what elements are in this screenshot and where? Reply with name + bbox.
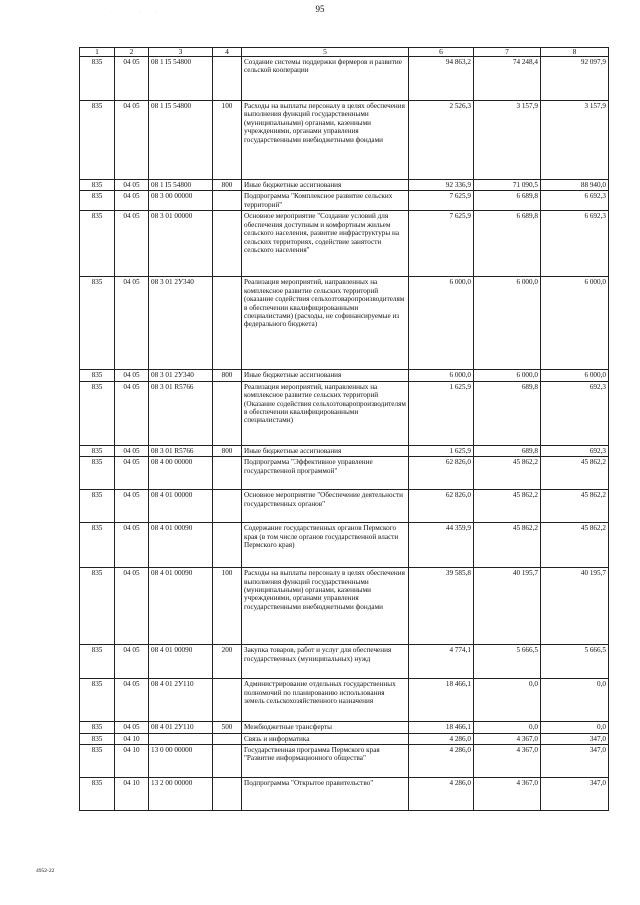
value-2023-cell: 6 689,8 [474, 211, 541, 277]
table-row [80, 191, 609, 211]
target-article-cell: 08 4 01 00090 [149, 645, 213, 679]
table-row [80, 57, 609, 101]
section-cell: 04 05 [115, 490, 149, 523]
description-cell: Расходы на выплаты персоналу в целях обеспечения выполнения функций государственными (муниципальными) органами, казенными учреждениями, органами управления государственными внебюджетными фондами [242, 568, 409, 645]
value-2024-cell: 6 692,3 [541, 191, 609, 211]
description-cell: Подпрограмма "Комплексное развитие сельских территорий" [242, 191, 409, 211]
expense-type-cell [213, 211, 242, 277]
target-article-cell: 08 4 00 00000 [149, 457, 213, 490]
expense-type-cell: 100 [213, 568, 242, 645]
value-2022-cell: 4 286,0 [409, 733, 474, 744]
value-2023-cell: 71 090,5 [474, 180, 541, 191]
admin-code-cell: 835 [80, 370, 115, 381]
table-row [80, 370, 609, 381]
admin-code-cell: 835 [80, 568, 115, 645]
admin-code-cell: 835 [80, 191, 115, 211]
section-cell: 04 05 [115, 645, 149, 679]
value-2022-cell: 4 286,0 [409, 745, 474, 778]
expense-type-cell [213, 745, 242, 778]
section-cell: 04 05 [115, 381, 149, 445]
target-article-cell: 08 4 01 2У110 [149, 679, 213, 722]
value-2023-cell: 0,0 [474, 722, 541, 733]
expense-type-cell: 200 [213, 645, 242, 679]
header-cell: 6 [409, 48, 474, 57]
description-cell: Основное мероприятие "Создание условий для обеспечения доступным и комфортным жильем сельского населения, развитие инфраструктуры на сельских территориях, содействие занятости сельского населения" [242, 211, 409, 277]
header-cell: 3 [149, 48, 213, 57]
footer-code: 4952-22 [36, 868, 55, 874]
target-article-cell: 08 4 01 2У110 [149, 722, 213, 733]
value-2022-cell: 92 336,9 [409, 180, 474, 191]
budget-table [79, 47, 609, 811]
expense-type-cell [213, 277, 242, 370]
target-article-cell: 08 3 00 00000 [149, 191, 213, 211]
value-2024-cell: 6 000,0 [541, 277, 609, 370]
table-row [80, 778, 609, 811]
section-cell: 04 05 [115, 180, 149, 191]
section-cell: 04 05 [115, 722, 149, 733]
section-cell: 04 05 [115, 523, 149, 568]
description-cell: Иные бюджетные ассигнования [242, 180, 409, 191]
value-2024-cell: 0,0 [541, 722, 609, 733]
section-cell: 04 10 [115, 778, 149, 811]
table-row [80, 101, 609, 180]
admin-code-cell: 835 [80, 57, 115, 101]
target-article-cell: 08 4 01 00090 [149, 568, 213, 645]
table-row [80, 745, 609, 778]
description-cell: Администрирование отдельных государственных полномочий по планированию использования земель сельскохозяйственного назначения [242, 679, 409, 722]
admin-code-cell: 835 [80, 101, 115, 180]
scan-specks: · · · · [110, 10, 163, 15]
value-2022-cell: 44 359,9 [409, 523, 474, 568]
section-cell: 04 05 [115, 191, 149, 211]
value-2024-cell: 40 195,7 [541, 568, 609, 645]
expense-type-cell: 800 [213, 445, 242, 456]
admin-code-cell: 835 [80, 645, 115, 679]
header-cell: 5 [242, 48, 409, 57]
header-cell: 1 [80, 48, 115, 57]
value-2022-cell: 4 774,1 [409, 645, 474, 679]
section-cell: 04 05 [115, 370, 149, 381]
header-row [80, 48, 609, 57]
value-2022-cell: 1 625,9 [409, 445, 474, 456]
expense-type-cell [213, 778, 242, 811]
value-2023-cell: 4 367,0 [474, 778, 541, 811]
expense-type-cell [213, 191, 242, 211]
header-cell: 4 [213, 48, 242, 57]
header-cell: 2 [115, 48, 149, 57]
description-cell: Подпрограмма "Открытое правительство" [242, 778, 409, 811]
description-cell: Основное мероприятие "Обеспечение деятельности государственных органов" [242, 490, 409, 523]
expense-type-cell [213, 457, 242, 490]
value-2022-cell: 6 000,0 [409, 277, 474, 370]
value-2022-cell: 7 625,9 [409, 191, 474, 211]
table-row [80, 568, 609, 645]
section-cell: 04 05 [115, 211, 149, 277]
target-article-cell: 08 3 01 2У340 [149, 370, 213, 381]
value-2024-cell: 347,0 [541, 778, 609, 811]
target-article-cell: 08 3 01 R5766 [149, 445, 213, 456]
admin-code-cell: 835 [80, 180, 115, 191]
section-cell: 04 05 [115, 568, 149, 645]
expense-type-cell [213, 679, 242, 722]
expense-type-cell: 800 [213, 370, 242, 381]
expense-type-cell: 500 [213, 722, 242, 733]
value-2024-cell: 347,0 [541, 745, 609, 778]
admin-code-cell: 835 [80, 733, 115, 744]
target-article-cell: 08 4 01 00000 [149, 490, 213, 523]
value-2024-cell: 692,3 [541, 381, 609, 445]
value-2022-cell: 7 625,9 [409, 211, 474, 277]
value-2024-cell: 0,0 [541, 679, 609, 722]
table-row [80, 457, 609, 490]
target-article-cell: 08 3 01 00000 [149, 211, 213, 277]
value-2022-cell: 18 466,1 [409, 679, 474, 722]
value-2023-cell: 6 000,0 [474, 370, 541, 381]
expense-type-cell [213, 381, 242, 445]
value-2022-cell: 2 526,3 [409, 101, 474, 180]
admin-code-cell: 835 [80, 445, 115, 456]
target-article-cell: 08 1 I5 54800 [149, 57, 213, 101]
admin-code-cell: 835 [80, 745, 115, 778]
description-cell: Содержание государственных органов Пермского края (в том числе органов государственной власти Пермского края) [242, 523, 409, 568]
table-row [80, 490, 609, 523]
value-2024-cell: 88 940,0 [541, 180, 609, 191]
target-article-cell: 08 4 01 00090 [149, 523, 213, 568]
value-2024-cell: 45 862,2 [541, 457, 609, 490]
value-2023-cell: 4 367,0 [474, 733, 541, 744]
admin-code-cell: 835 [80, 778, 115, 811]
value-2022-cell: 62 826,0 [409, 457, 474, 490]
description-cell: Создание системы поддержки фермеров и развитие сельской кооперации [242, 57, 409, 101]
description-cell: Подпрограмма "Эффективное управление государственной программой" [242, 457, 409, 490]
value-2024-cell: 5 666,5 [541, 645, 609, 679]
value-2023-cell: 0,0 [474, 679, 541, 722]
value-2024-cell: 92 097,9 [541, 57, 609, 101]
description-cell: Связь и информатика [242, 733, 409, 744]
value-2022-cell: 1 625,9 [409, 381, 474, 445]
value-2022-cell: 18 466,1 [409, 722, 474, 733]
value-2023-cell: 6 000,0 [474, 277, 541, 370]
expense-type-cell [213, 523, 242, 568]
expense-type-cell: 100 [213, 101, 242, 180]
section-cell: 04 10 [115, 745, 149, 778]
description-cell: Расходы на выплаты персоналу в целях обеспечения выполнения функций государственными (муниципальными) органами, казенными учреждениями, органами управления государственными внебюджетными фондами [242, 101, 409, 180]
target-article-cell: 08 1 I5 54800 [149, 180, 213, 191]
target-article-cell: 08 3 01 2У340 [149, 277, 213, 370]
table-row [80, 679, 609, 722]
target-article-cell: 08 3 01 R5766 [149, 381, 213, 445]
value-2024-cell: 45 862,2 [541, 523, 609, 568]
target-article-cell [149, 733, 213, 744]
value-2023-cell: 4 367,0 [474, 745, 541, 778]
value-2023-cell: 6 689,8 [474, 191, 541, 211]
admin-code-cell: 835 [80, 722, 115, 733]
admin-code-cell: 835 [80, 457, 115, 490]
value-2023-cell: 45 862,2 [474, 523, 541, 568]
description-cell: Межбюджетные трансферты [242, 722, 409, 733]
value-2023-cell: 40 195,7 [474, 568, 541, 645]
value-2022-cell: 39 585,8 [409, 568, 474, 645]
section-cell: 04 10 [115, 733, 149, 744]
table-row [80, 381, 609, 445]
table-row [80, 645, 609, 679]
description-cell: Закупка товаров, работ и услуг для обеспечения государственных (муниципальных) нужд [242, 645, 409, 679]
value-2024-cell: 692,3 [541, 445, 609, 456]
value-2023-cell: 689,8 [474, 445, 541, 456]
admin-code-cell: 835 [80, 277, 115, 370]
admin-code-cell: 835 [80, 679, 115, 722]
section-cell: 04 05 [115, 101, 149, 180]
description-cell: Иные бюджетные ассигнования [242, 445, 409, 456]
section-cell: 04 05 [115, 277, 149, 370]
description-cell: Реализация мероприятий, направленных на комплексное развитие сельских территорий (Оказание содействия сельхозтоваропроизводителям в обеспечении квалифицированными специалистами) [242, 381, 409, 445]
value-2022-cell: 4 286,0 [409, 778, 474, 811]
value-2022-cell: 62 826,0 [409, 490, 474, 523]
value-2022-cell: 6 000,0 [409, 370, 474, 381]
section-cell: 04 05 [115, 445, 149, 456]
header-cell: 8 [541, 48, 609, 57]
table-row [80, 523, 609, 568]
value-2024-cell: 6 692,3 [541, 211, 609, 277]
header-cell: 7 [474, 48, 541, 57]
section-cell: 04 05 [115, 57, 149, 101]
table-row [80, 277, 609, 370]
admin-code-cell: 835 [80, 381, 115, 445]
value-2023-cell: 74 248,4 [474, 57, 541, 101]
value-2024-cell: 347,0 [541, 733, 609, 744]
description-cell: Государственная программа Пермского края "Развитие информационного общества" [242, 745, 409, 778]
value-2024-cell: 3 157,9 [541, 101, 609, 180]
target-article-cell: 08 1 I5 54800 [149, 101, 213, 180]
expense-type-cell [213, 733, 242, 744]
description-cell: Иные бюджетные ассигнования [242, 370, 409, 381]
section-cell: 04 05 [115, 679, 149, 722]
page-number: 95 [315, 4, 325, 14]
expense-type-cell [213, 57, 242, 101]
table-row [80, 180, 609, 191]
value-2023-cell: 689,8 [474, 381, 541, 445]
value-2023-cell: 45 862,2 [474, 490, 541, 523]
target-article-cell: 13 2 00 00000 [149, 778, 213, 811]
section-cell: 04 05 [115, 457, 149, 490]
table-row [80, 211, 609, 277]
value-2024-cell: 45 862,2 [541, 490, 609, 523]
value-2023-cell: 45 862,2 [474, 457, 541, 490]
value-2022-cell: 94 863,2 [409, 57, 474, 101]
admin-code-cell: 835 [80, 490, 115, 523]
table-row [80, 445, 609, 456]
table-row [80, 733, 609, 744]
table-row [80, 722, 609, 733]
value-2023-cell: 3 157,9 [474, 101, 541, 180]
value-2024-cell: 6 000,0 [541, 370, 609, 381]
description-cell: Реализация мероприятий, направленных на комплексное развитие сельских территорий (оказание содействия сельхозтоваропроизводителям в обеспечении квалифицированными специалистами) (расходы, не софинансируемые из федерального бюджета) [242, 277, 409, 370]
expense-type-cell [213, 490, 242, 523]
admin-code-cell: 835 [80, 211, 115, 277]
expense-type-cell: 800 [213, 180, 242, 191]
target-article-cell: 13 0 00 00000 [149, 745, 213, 778]
admin-code-cell: 835 [80, 523, 115, 568]
value-2023-cell: 5 666,5 [474, 645, 541, 679]
